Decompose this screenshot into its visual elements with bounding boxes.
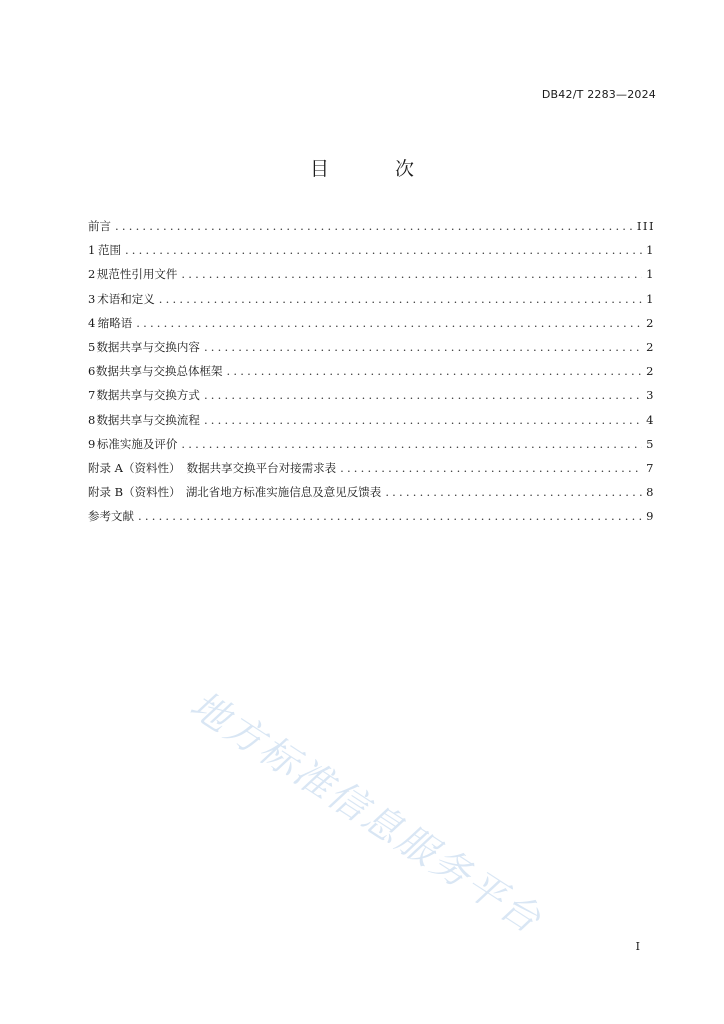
toc-entry-3[interactable] [88,291,655,315]
toc-page: 5 [646,436,655,451]
toc-label: 标准实施及评价 [96,436,178,451]
toc-page: 4 [646,412,655,427]
toc-entry-9[interactable] [88,436,655,460]
toc-number: 6 [88,364,96,379]
toc-page: 3 [646,388,655,403]
toc-label: 附录 B（资料性） [88,485,181,500]
toc-label: 数据共享与交换方式 [96,388,200,403]
toc-label: 规范性引用文件 [96,267,178,282]
toc-label: 缩略语 [97,315,133,330]
toc-page: 2 [646,364,655,379]
toc-entry-appendix-a[interactable] [88,460,655,484]
toc-entry-references[interactable] [88,508,655,532]
toc-number: 5 [88,339,96,354]
toc-number: 7 [88,388,96,403]
toc-label: 数据共享与交换内容 [96,339,200,354]
toc-leader [204,413,642,427]
toc-number: 1 [88,243,96,258]
toc-number: 2 [88,267,96,282]
toc-entry-6[interactable] [88,363,655,387]
toc-label: 数据共享与交换流程 [96,412,200,427]
toc-entry-5[interactable] [88,339,655,363]
toc-entry-1[interactable] [88,242,655,266]
page-title: 目 次 [309,158,445,180]
toc-page: 2 [646,315,655,330]
toc-leader [115,219,633,233]
toc-number: 9 [88,436,96,451]
toc-number: 4 [88,315,96,330]
toc-entry-foreword[interactable] [88,218,655,242]
toc-subtitle: 湖北省地方标准实施信息及意见反馈表 [185,485,382,500]
toc-entry-appendix-b[interactable] [88,484,655,508]
toc-page: 1 [646,267,655,282]
toc-leader [227,364,643,378]
toc-page: 7 [646,460,655,475]
toc-leader [385,485,642,499]
toc-entry-8[interactable] [88,412,655,436]
toc-label: 参考文献 [88,509,134,524]
toc-leader [181,267,642,281]
toc-label: 数据共享与交换总体框架 [96,364,223,379]
toc-number: 3 [88,291,96,306]
toc-page: 8 [646,485,655,500]
toc-leader [340,461,642,475]
page-number: I [635,940,640,953]
toc-leader [138,509,642,523]
toc-leader [204,340,642,354]
toc-page: 9 [646,509,655,524]
toc-label: 术语和定义 [97,291,155,306]
toc-leader [125,243,642,257]
toc-page: 1 [646,243,655,258]
toc-page: III [636,219,655,233]
toc-label: 前言 [88,219,111,233]
toc-page: 2 [646,339,655,354]
toc-entry-7[interactable] [88,387,655,411]
toc-subtitle: 数据共享交换平台对接需求表 [186,460,337,475]
table-of-contents [88,218,655,532]
toc-label: 范围 [97,243,121,258]
toc-number: 8 [88,412,96,427]
toc-entry-2[interactable] [88,266,655,290]
toc-label: 附录 A（资料性） [88,460,181,475]
standard-code: DB42/T 2283—2024 [541,88,656,101]
watermark: 地方标准信息服务平台 [182,682,551,943]
toc-page: 1 [646,291,655,306]
toc-leader [159,292,642,306]
toc-leader [181,437,642,451]
toc-leader [136,316,642,330]
toc-leader [204,388,642,402]
toc-entry-4[interactable] [88,315,655,339]
